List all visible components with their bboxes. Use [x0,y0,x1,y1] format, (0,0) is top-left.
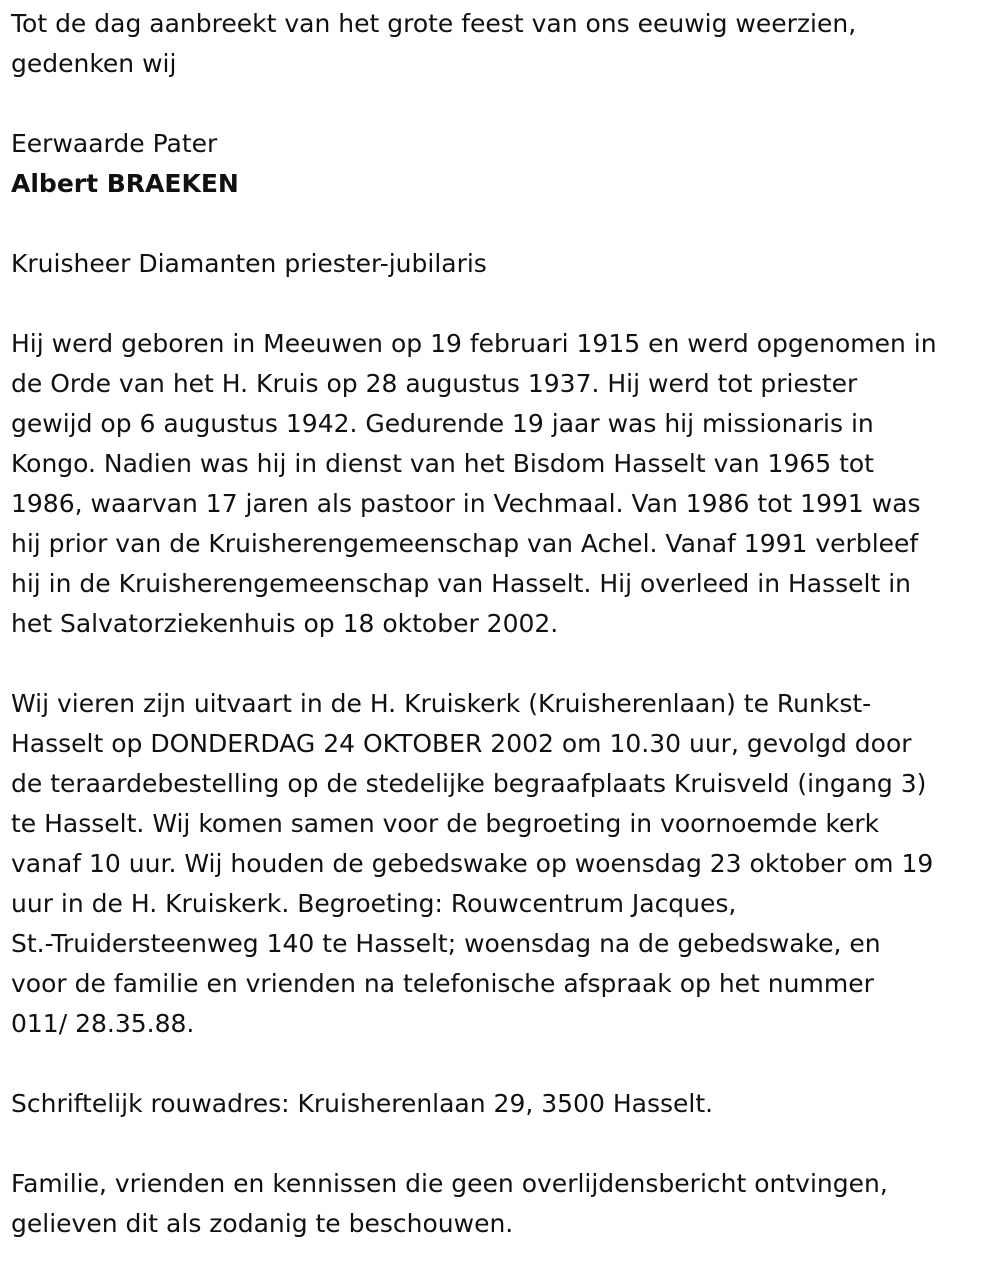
spacer [11,284,990,324]
spacer [11,84,990,124]
biography-paragraph: Hij werd geboren in Meeuwen op 19 februari 1915 en werd opgenomen in de Orde van het H. Kruis op 28 augustus 1937. Hij werd tot priester gewijd op 6 augustus 1942. Gedurende 19 jaar was hij missionaris in Kongo. Nadien was hij in dienst van het Bisdom Hasselt van 1965 tot 1986, waarvan 17 jaren als pastoor in Vechmaal. Van 1986 tot 1991 was hij prior van de Kruisherengemeenschap van Achel. Vanaf 1991 verbleef hij in de Kruisherengemeenschap van Hasselt. Hij overleed in Hasselt in het Salvatorziekenhuis op 18 oktober 2002. [11,329,937,638]
spacer [11,1044,990,1084]
funeral-details-paragraph: Wij vieren zijn uitvaart in de H. Kruiskerk (Kruisherenlaan) te Runkst- Hasselt op DONDERDAG 24 OKTOBER 2002 om 10.30 uur, gevolgd door de teraardebestelling op de stedelijke begraafplaats Kruisveld (ingang 3) te Hasselt. Wij komen samen voor de begroeting in voornoemde kerk vanaf 10 uur. Wij houden de gebedswake op woensdag 23 oktober om 19 uur in de H. Kruiskerk. Begroeting: Rouwcentrum Jacques, St.-Truidersteenweg 140 te Hasselt; woensdag na de gebedswake, en voor de familie en vrienden na telefonische afspraak op het nummer 011/ 28.35.88. [11,689,934,1038]
intro-text: Tot de dag aanbreekt van het grote feest van ons eeuwig weerzien, gedenken wij [11,9,857,78]
spacer [11,644,990,684]
spacer [11,1124,990,1164]
honorific-title: Eerwaarde Pater [11,129,218,158]
deceased-name: Albert BRAEKEN [11,169,239,198]
closing-paragraph: Familie, vrienden en kennissen die geen overlijdensbericht ontvingen, gelieven dit als zodanig te beschouwen. [11,1169,888,1238]
role-line: Kruisheer Diamanten priester-jubilaris [11,249,487,278]
spacer [11,204,990,244]
mourning-address: Schriftelijk rouwadres: Kruisherenlaan 29, 3500 Hasselt. [11,1089,714,1118]
